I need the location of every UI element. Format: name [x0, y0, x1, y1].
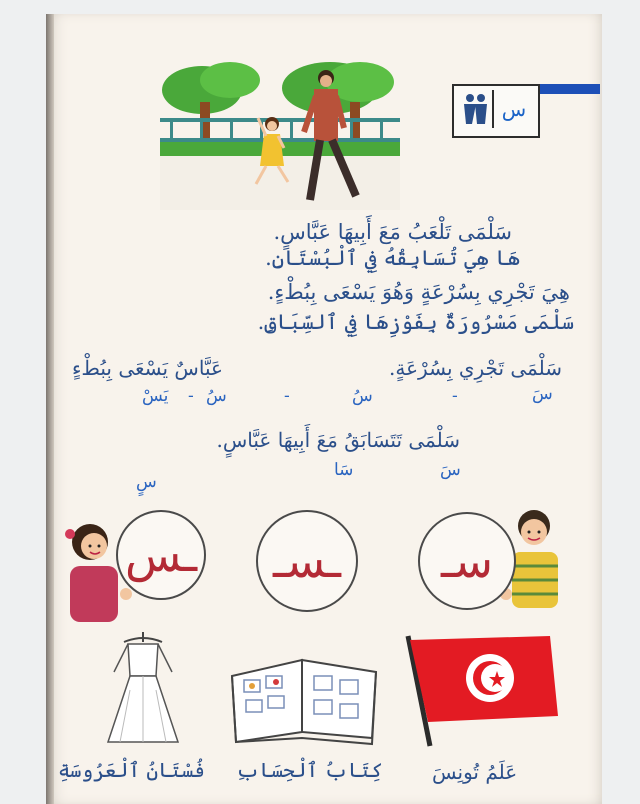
medial-letter-form: ـسـ	[273, 534, 341, 588]
reading-line-1: سَلْمَى تَلْعَبُ مَعَ أَبِيهَا عَبَّاسٍ.	[273, 220, 512, 244]
initial-letter-form: سـ	[440, 534, 494, 588]
separator-dash: -	[452, 386, 458, 406]
syllable: سَ	[532, 384, 553, 404]
reading-line-3: هِيَ تَجْرِي بِسُرْعَةٍ وَهُوَ يَسْعَى بِبُطْءٍ.	[267, 280, 570, 304]
page-binding-shadow	[46, 14, 54, 804]
syllable: سٍ	[136, 472, 157, 492]
final-letter-form: ـس	[124, 528, 198, 582]
wedding-dress-icon	[100, 630, 186, 748]
label-flag: عَلَمُ تُونِسَ	[432, 760, 518, 784]
label-dress: فُسْتَانُ ٱلْعَرُوسَةِ	[58, 758, 205, 782]
syllable: سَ	[440, 460, 461, 480]
syllable: يَسْ	[142, 386, 169, 406]
park-race-illustration	[160, 62, 400, 210]
chapter-marker-bar	[540, 84, 600, 94]
girl-illustration	[56, 520, 136, 630]
label-book: كِتَابُ ٱلْحِسَابِ	[236, 758, 383, 782]
letter-circle-initial	[418, 512, 516, 610]
letter-tab	[452, 84, 540, 138]
syllable: سُ	[206, 386, 227, 406]
syllable: سَا	[334, 460, 354, 480]
practice-sentence-1-right: سَلْمَى تَجْرِي بِسُرْعَةٍ.	[389, 356, 562, 380]
syllable: سُ	[352, 386, 373, 406]
letter-tab-glyph: س	[492, 90, 534, 128]
separator-dash: -	[284, 386, 290, 406]
separator-dash: -	[188, 386, 194, 406]
letter-circle-medial	[256, 510, 358, 612]
reading-line-2: هَا هِيَ تُسَابِقُهُ فِي ٱلْبُسْتَانِ.	[265, 246, 520, 270]
children-icon	[460, 92, 490, 128]
tunisia-flag-icon	[400, 630, 564, 750]
reading-line-4: سَلْمَى مَسْرُورَةٌ بِفَوْزِهَا فِي ٱلسِّبَاقِ.	[257, 310, 574, 334]
practice-sentence-1-left: عَبَّاسٌ يَسْعَى بِبُطْءٍ	[72, 356, 223, 380]
practice-sentence-2: سَلْمَى تَتَسَابَقُ مَعَ أَبِيهَا عَبَّاسٍ.	[216, 428, 460, 452]
math-book-icon	[226, 646, 384, 746]
